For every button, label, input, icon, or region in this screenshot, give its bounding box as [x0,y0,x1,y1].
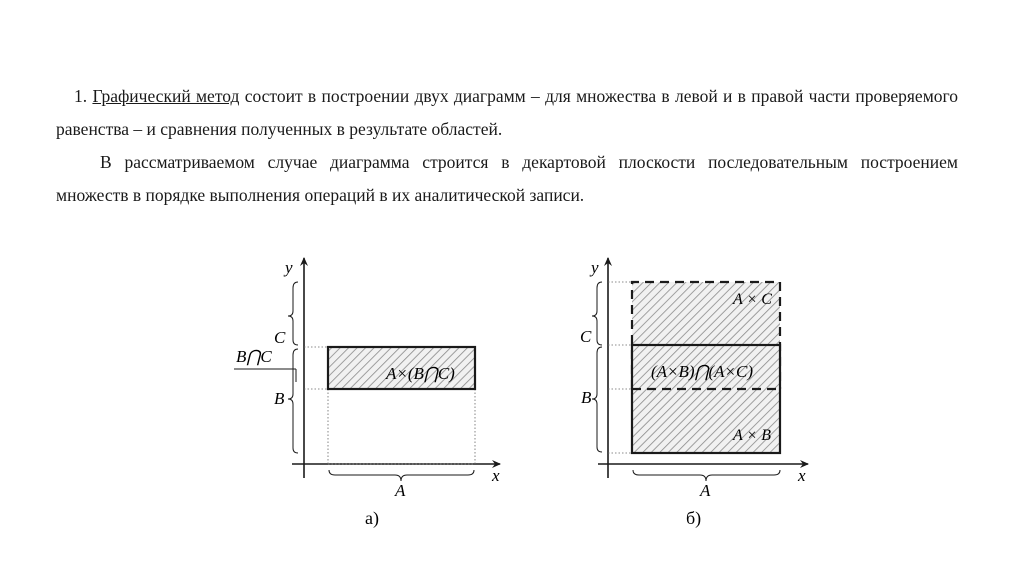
brace-c-b [592,282,602,345]
label-a-b: A [700,481,711,500]
y-axis-label-a: y [285,258,293,277]
paragraph-2-text: В рассматриваемом случае диаграмма строится в декартовой плоскости последовательным построением множеств в порядке выполнения операций в их аналитической записи. [56,152,958,205]
brace-a-a [329,470,474,481]
brace-c-a [288,282,298,345]
y-axis-label-b: y [591,258,599,277]
brace-b-b [592,347,602,452]
paragraph-1-text: состоит в построении двух диаграмм – для множества в левой и в правой части проверяемого равенства – и сравнения полученных в результате областей. [56,86,959,139]
region-bottom-label: A × B [733,427,772,444]
diagram-b [580,258,808,529]
label-c-a: C [274,328,286,347]
label-b-b: B [581,388,592,407]
brace-b-a [288,349,298,453]
label-b-cap-c: B⋂C [236,347,272,366]
x-axis-label-a: x [492,466,500,485]
diagram-a [234,258,500,529]
label-b-a: B [274,389,285,408]
paragraph-1-term: Графический метод [92,86,240,106]
x-axis-label-b: x [798,466,806,485]
caption-b: б) [686,508,702,528]
caption-a: а) [365,508,379,528]
label-a-a: A [395,481,406,500]
label-c-b: C [580,327,592,346]
brace-a-b [633,470,780,481]
region-a-label: A×(B⋂C) [386,364,455,383]
region-middle-label: (A×B)⋂(A×C) [651,362,754,381]
paragraph-1-number: 1. [74,86,88,106]
region-top-label: A × C [733,291,772,308]
